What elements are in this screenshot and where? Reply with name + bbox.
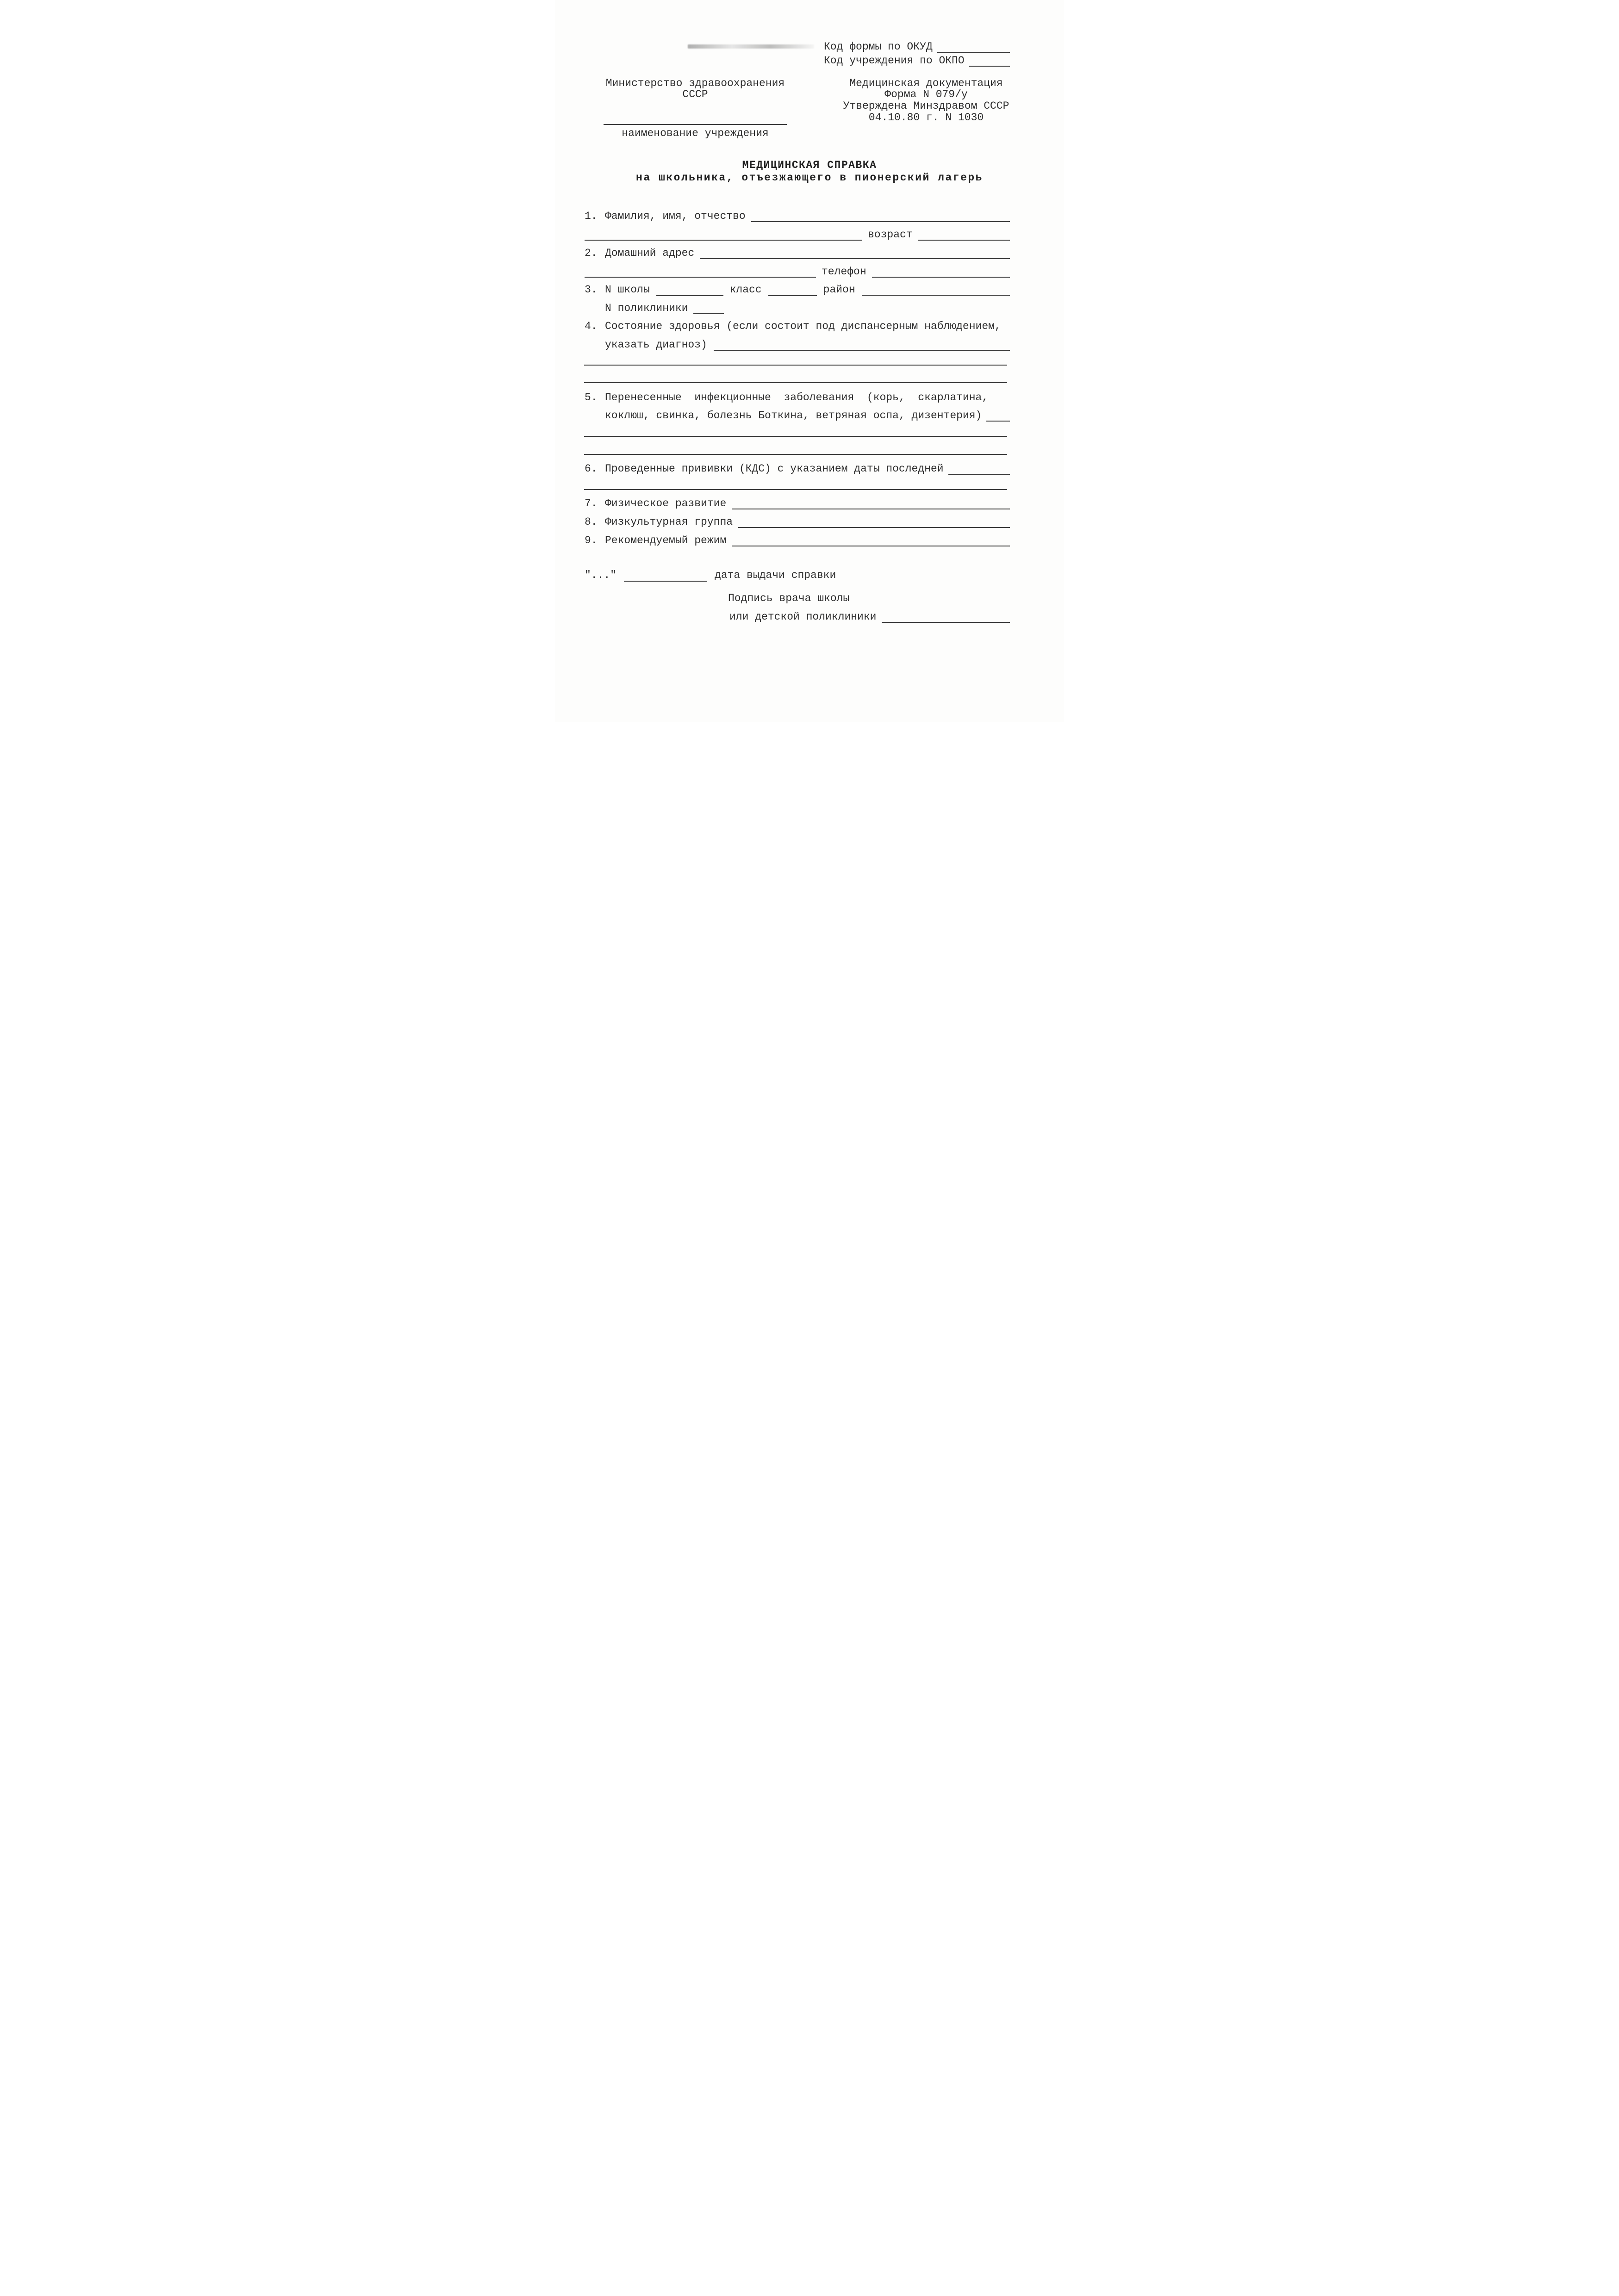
phone-field[interactable]	[872, 277, 1010, 278]
issue-date-row	[585, 568, 1010, 582]
address-field[interactable]	[700, 258, 1010, 259]
item2-number: 2.	[585, 247, 598, 259]
address-continuation-field[interactable]	[585, 277, 816, 278]
item1-label: Фамилия, имя, отчество	[605, 210, 746, 222]
infections-continuation-field-1[interactable]	[584, 436, 1007, 437]
item2-row	[585, 246, 1010, 260]
item6-number: 6.	[585, 463, 598, 475]
doc-info-line4-row	[842, 110, 1010, 124]
infections-field[interactable]	[986, 421, 1010, 422]
age-row	[585, 227, 1010, 241]
okud-code-row	[824, 39, 1010, 53]
item7-number: 7.	[585, 497, 598, 509]
vaccinations-field[interactable]	[948, 474, 1010, 475]
item6-label: Проведенные прививки (КДС) с указанием даты последней	[605, 463, 944, 475]
signature-caption-line1: Подпись врача школы	[728, 592, 850, 604]
item5-label-line1: Перенесенные инфекционные заболевания (корь, скарлатина,	[605, 391, 989, 403]
signature-caption-row2	[729, 609, 1010, 623]
okpo-code-field[interactable]	[969, 66, 1010, 67]
okpo-code-row	[824, 53, 1010, 67]
doc-info-type: Медицинская документация	[849, 77, 1003, 89]
district-label: район	[823, 284, 855, 296]
scanned-medical-form	[555, 0, 1064, 722]
item1-row	[585, 209, 1010, 223]
item4-row2	[605, 337, 1010, 351]
form-subtitle: на школьника, отъезжающего в пионерский лагерь	[636, 172, 983, 184]
diagnosis-field[interactable]	[714, 350, 1010, 351]
item3-row	[585, 282, 1010, 296]
item3-number: 3.	[585, 284, 598, 296]
ministry-name: Министерство здравоохранения	[605, 77, 785, 89]
vaccinations-continuation-field[interactable]	[584, 489, 1007, 490]
institution-name-field[interactable]	[604, 124, 787, 125]
polyclinic-row	[605, 301, 1010, 315]
item6-row	[585, 461, 1010, 475]
doc-info-approved-by: Утверждена Минздравом СССР	[843, 100, 1009, 112]
okpo-label: Код учреждения по ОКПО	[824, 55, 965, 67]
item9-number: 9.	[585, 534, 598, 546]
scan-artifact-smudge	[688, 44, 814, 49]
infections-continuation-field-2[interactable]	[584, 454, 1007, 455]
item1-number: 1.	[585, 210, 598, 222]
signature-caption-line2: или детской поликлиники	[729, 611, 877, 623]
form-subtitle-row	[555, 170, 1064, 184]
okud-label: Код формы по ОКУД	[824, 41, 933, 53]
item8-row	[585, 515, 1010, 528]
issue-date-field[interactable]	[624, 581, 707, 582]
form-title: МЕДИЦИНСКАЯ СПРАВКА	[742, 159, 877, 171]
age-field[interactable]	[918, 240, 1010, 241]
school-number-label: N школы	[605, 284, 650, 296]
phone-row	[585, 264, 1010, 278]
item5-row2	[605, 408, 1010, 422]
item2-label: Домашний адрес	[605, 247, 695, 259]
item9-label: Рекомендуемый режим	[605, 534, 727, 546]
date-quote-marks: "..."	[585, 569, 617, 581]
okud-code-field[interactable]	[937, 52, 1010, 53]
fio-continuation-field[interactable]	[585, 240, 862, 241]
age-label: возраст	[868, 229, 913, 241]
item7-row	[585, 496, 1010, 510]
district-field[interactable]	[862, 295, 1010, 296]
ministry-line2-row	[604, 87, 787, 101]
pe-group-field[interactable]	[738, 527, 1010, 528]
institution-caption-row	[604, 126, 787, 140]
polyclinic-label: N поликлиники	[605, 302, 688, 314]
item4-label-line2: указать диагноз)	[605, 339, 707, 351]
doc-info-form-number: Форма N 079/у	[884, 88, 968, 100]
item8-label: Физкультурная группа	[605, 516, 733, 528]
issue-date-caption: дата выдачи справки	[715, 569, 836, 581]
item5-row	[585, 390, 1010, 404]
doc-info-order: 04.10.80 г. N 1030	[868, 112, 984, 124]
polyclinic-number-field[interactable]	[693, 313, 724, 314]
item5-number: 5.	[585, 391, 598, 403]
diagnosis-continuation-field-1[interactable]	[584, 365, 1007, 366]
school-number-field[interactable]	[656, 295, 723, 296]
form-title-row	[555, 158, 1064, 172]
class-label: класс	[729, 284, 762, 296]
item5-label-line2: коклюш, свинка, болезнь Боткина, ветряная оспа, дизентерия)	[605, 410, 982, 422]
item4-row	[585, 319, 1010, 333]
item9-row	[585, 533, 1010, 547]
phone-label: телефон	[822, 266, 866, 278]
institution-caption: наименование учреждения	[622, 127, 769, 139]
class-field[interactable]	[768, 295, 817, 296]
item4-number: 4.	[585, 320, 598, 332]
item8-number: 8.	[585, 516, 598, 528]
ministry-country: СССР	[682, 88, 708, 100]
item7-label: Физическое развитие	[605, 497, 727, 509]
signature-caption-row1	[728, 591, 1010, 605]
diagnosis-continuation-field-2[interactable]	[584, 382, 1007, 383]
fio-field[interactable]	[751, 221, 1010, 222]
signature-field[interactable]	[882, 622, 1010, 623]
item4-label-line1: Состояние здоровья (если состоит под диспансерным наблюдением,	[605, 320, 1001, 332]
